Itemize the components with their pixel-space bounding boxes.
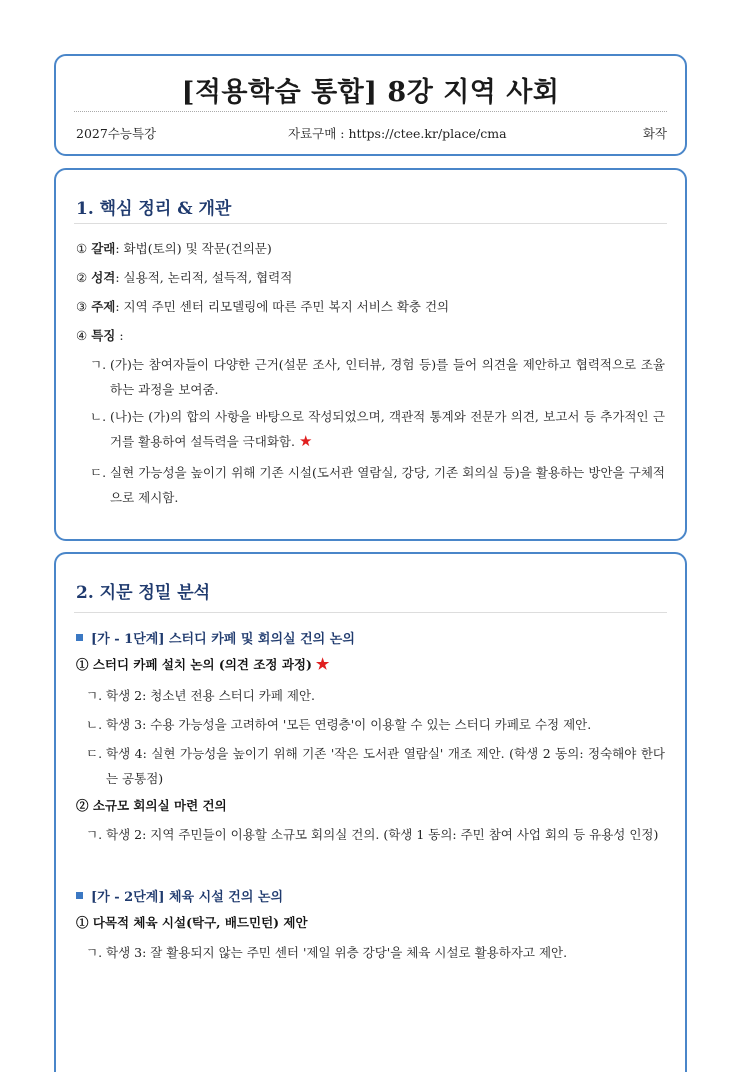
- analysis-sub-item: ㄷ. 학생 4: 실현 가능성을 높이기 위해 기존 '작은 도서관 열람실' 개조 제안. (학생 2 동의: 정숙해야 한다는 공통점): [86, 746, 665, 786]
- analysis-sub-item: ㄱ. 학생 2: 청소년 전용 스터디 카페 제안.: [86, 688, 316, 703]
- analysis-sub-item: ㄴ. 학생 3: 수용 가능성을 고려하여 '모든 연령층'이 이용할 수 있는 스터디 카페로 수정 제안.: [86, 717, 592, 732]
- section-title: 2. 지문 정밀 분석: [76, 583, 211, 603]
- analysis-sub-item: ㄱ. 학생 2: 지역 주민들이 이용할 소규모 회의실 건의. (학생 1 동의: 주민 참여 사업 회의 등 유용성 인정): [86, 827, 659, 842]
- stage-heading: [가 - 2단계] 체육 시설 건의 논의: [76, 886, 283, 905]
- feature-item: ㄷ. 실현 가능성을 높이기 위해 기존 시설(도서관 열람실, 강당, 기존 회의실 등)을 활용하는 방안을 구체적으로 제시함.: [90, 465, 665, 505]
- section-divider: [74, 612, 667, 613]
- overview-item-genre: ① 갈래: 화법(토의) 및 작문(건의문): [76, 241, 272, 256]
- section-title: 1. 핵심 정리 & 개관: [76, 199, 232, 219]
- overview-item-features: ④ 특징 :: [76, 328, 124, 343]
- page-title: [적용학습 통합] 8강 지역 사회: [181, 77, 560, 108]
- star-icon: ★: [315, 655, 330, 673]
- header-divider: [74, 111, 667, 112]
- section-overview: [54, 168, 687, 541]
- overview-item-character: ② 성격: 실용적, 논리적, 설득적, 협력적: [76, 270, 293, 285]
- feature-item: ㄴ. (나)는 (가)의 합의 사항을 바탕으로 작성되었으며, 객관적 통계와 전문가 의견, 보고서 등 추가적인 근거를 활용하여 설득력을 극대화함. ★: [90, 409, 665, 450]
- square-bullet-icon: [76, 634, 83, 641]
- item-heading: ② 소규모 회의실 마련 건의: [76, 798, 227, 813]
- star-icon: ★: [298, 432, 313, 450]
- item-heading: ① 다목적 체육 시설(탁구, 배드민턴) 제안: [76, 915, 308, 930]
- header-subject-label: 화작: [642, 126, 667, 141]
- feature-item: ㄱ. (가)는 참여자들이 다양한 근거(설문 조사, 인터뷰, 경험 등)를 들어 의견을 제안하고 협력적으로 조율하는 과정을 보여줌.: [90, 357, 665, 397]
- analysis-sub-item: ㄱ. 학생 3: 잘 활용되지 않는 주민 센터 '제일 위층 강당'을 체육 시설로 활용하자고 제안.: [86, 945, 568, 960]
- overview-item-theme: ③ 주제: 지역 주민 센터 리모델링에 따른 주민 복지 서비스 확충 건의: [76, 299, 450, 314]
- header-left-label: 2027수능특강: [76, 126, 157, 141]
- stage-heading: [가 - 1단계] 스터디 카페 및 회의실 건의 논의: [76, 628, 355, 647]
- item-heading: ① 스터디 카페 설치 논의 (의견 조정 과정) ★: [76, 655, 330, 673]
- section-analysis: [54, 552, 687, 1072]
- section-divider: [74, 223, 667, 224]
- header-purchase-link[interactable]: 자료구매 : https://ctee.kr/place/cma: [288, 126, 507, 141]
- square-bullet-icon: [76, 892, 83, 899]
- header-box: [54, 54, 687, 156]
